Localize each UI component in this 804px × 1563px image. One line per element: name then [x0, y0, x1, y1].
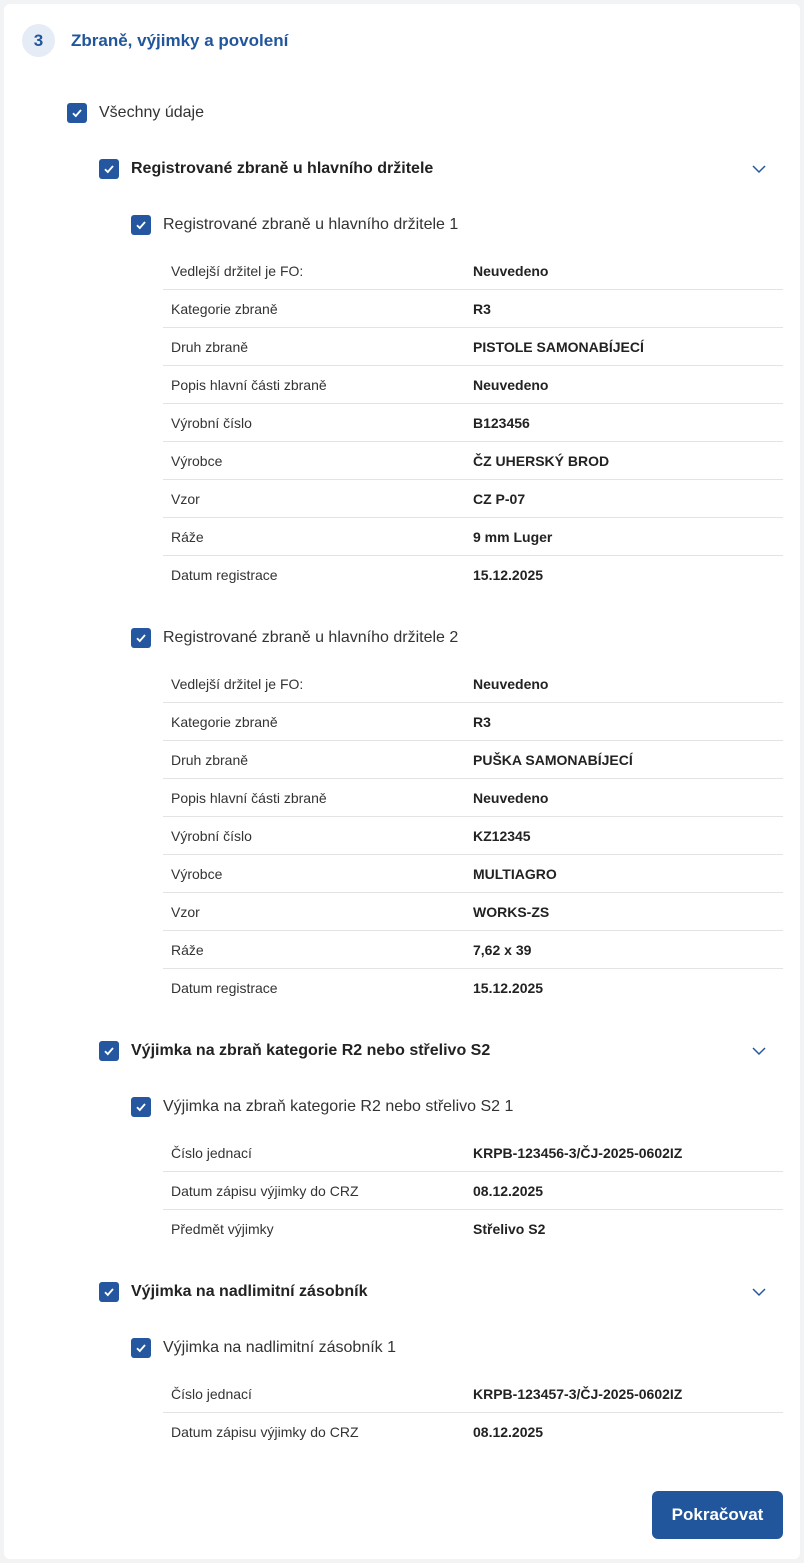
row-value: KRPB-123456-3/ČJ-2025-0602IZ [473, 1144, 683, 1161]
row-value: Neuvedeno [473, 262, 549, 279]
checkmark-icon [103, 1286, 115, 1298]
row-key: Popis hlavní části zbraně [171, 789, 327, 806]
row-key: Druh zbraně [171, 751, 249, 768]
row-key: Popis hlavní části zbraně [171, 376, 327, 393]
table-row [163, 741, 783, 779]
table-row [163, 893, 783, 931]
continue-button[interactable]: Pokračovat [652, 1491, 783, 1539]
row-key: Číslo jednací [171, 1385, 252, 1402]
row-key: Vedlejší držitel je FO: [171, 675, 304, 692]
table-row [163, 366, 783, 404]
row-value: Neuvedeno [473, 675, 549, 692]
checkmark-icon [135, 219, 147, 231]
row-value: 9 mm Luger [473, 528, 553, 545]
table-row [163, 442, 783, 480]
weapon-1-label: Registrované zbraně u hlavního držitele 1 [163, 216, 459, 233]
row-key: Kategorie zbraně [171, 713, 278, 730]
row-value: ČZ UHERSKÝ BROD [473, 452, 610, 469]
checkmark-icon [71, 107, 83, 119]
row-value: 7,62 x 39 [473, 941, 532, 958]
exemption-r2-1-checkbox[interactable] [131, 1097, 151, 1117]
exemption-magazine-1-checkbox[interactable] [131, 1338, 151, 1358]
checkmark-icon [103, 163, 115, 175]
row-value: 15.12.2025 [473, 980, 544, 996]
table-row [163, 556, 783, 594]
row-key: Datum registrace [171, 567, 278, 583]
row-value: R3 [473, 713, 491, 730]
row-key: Výrobní číslo [171, 827, 252, 844]
row-value: R3 [473, 300, 491, 317]
row-value: 08.12.2025 [473, 1182, 544, 1199]
chevron-down-icon[interactable] [751, 1043, 767, 1059]
all-data-checkbox[interactable] [67, 103, 87, 123]
table-row [163, 518, 783, 556]
row-value: Střelivo S2 [473, 1221, 546, 1237]
row-value: KZ12345 [473, 827, 531, 844]
checkmark-icon [135, 1101, 147, 1113]
row-key: Kategorie zbraně [171, 300, 278, 317]
step-number-badge: 3 [22, 24, 55, 57]
checkmark-icon [103, 1045, 115, 1057]
table-row [163, 1413, 783, 1451]
row-key: Datum zápisu výjimky do CRZ [171, 1424, 359, 1440]
table-row [163, 480, 783, 518]
row-key: Vzor [171, 903, 200, 920]
table-row [163, 931, 783, 969]
table-row [163, 855, 783, 893]
table-row [163, 665, 783, 703]
table-row [163, 252, 783, 290]
row-key: Číslo jednací [171, 1144, 252, 1161]
row-key: Datum registrace [171, 980, 278, 996]
table-row [163, 404, 783, 442]
section-title: Zbraně, výjimky a povolení [71, 31, 289, 50]
checkmark-icon [135, 1342, 147, 1354]
table-row [163, 969, 783, 1007]
row-value: KRPB-123457-3/ČJ-2025-0602IZ [473, 1385, 683, 1402]
table-row [163, 328, 783, 366]
checkmark-icon [135, 632, 147, 644]
chevron-down-icon[interactable] [751, 1284, 767, 1300]
row-key: Datum zápisu výjimky do CRZ [171, 1182, 359, 1199]
row-value: MULTIAGRO [473, 865, 557, 882]
table-row [163, 290, 783, 328]
weapons-group-label: Registrované zbraně u hlavního držitele [131, 160, 434, 177]
row-key: Vzor [171, 490, 200, 507]
row-value: WORKS-ZS [473, 903, 550, 920]
exemption-magazine-1-details [163, 1375, 783, 1451]
row-key: Předmět výjimky [171, 1221, 274, 1237]
exemption-r2-1-label: Výjimka na zbraň kategorie R2 nebo střelivo S2 1 [163, 1098, 514, 1115]
row-key: Výrobce [171, 452, 223, 469]
row-value: Neuvedeno [473, 789, 549, 806]
table-row [163, 1172, 783, 1210]
exemption-magazine-group-checkbox[interactable] [99, 1282, 119, 1302]
row-value: Neuvedeno [473, 376, 549, 393]
table-row [163, 1375, 783, 1413]
row-value: 08.12.2025 [473, 1424, 544, 1440]
row-key: Druh zbraně [171, 338, 249, 355]
weapon-1-checkbox[interactable] [131, 215, 151, 235]
table-row [163, 1210, 783, 1248]
weapons-group-checkbox[interactable] [99, 159, 119, 179]
all-data-label: Všechny údaje [99, 104, 204, 121]
row-key: Výrobce [171, 865, 223, 882]
table-row [163, 703, 783, 741]
table-row [163, 817, 783, 855]
weapon-1-details [163, 252, 783, 594]
row-value: B123456 [473, 414, 530, 431]
row-value: PISTOLE SAMONABÍJECÍ [473, 338, 644, 355]
row-key: Výrobní číslo [171, 414, 252, 431]
chevron-down-icon[interactable] [751, 161, 767, 177]
weapon-2-checkbox[interactable] [131, 628, 151, 648]
row-key: Ráže [171, 941, 204, 958]
exemption-r2-1-details [163, 1134, 783, 1248]
weapon-2-details [163, 665, 783, 1007]
row-key: Ráže [171, 528, 204, 545]
exemption-magazine-1-label: Výjimka na nadlimitní zásobník 1 [163, 1339, 396, 1356]
table-row [163, 779, 783, 817]
row-value: 15.12.2025 [473, 567, 544, 583]
exemption-r2-group-label: Výjimka na zbraň kategorie R2 nebo střelivo S2 [131, 1042, 491, 1059]
table-row [163, 1134, 783, 1172]
row-key: Vedlejší držitel je FO: [171, 262, 304, 279]
weapon-2-label: Registrované zbraně u hlavního držitele 2 [163, 629, 459, 646]
row-value: PUŠKA SAMONABÍJECÍ [473, 751, 633, 768]
row-value: CZ P-07 [473, 490, 526, 507]
exemption-r2-group-checkbox[interactable] [99, 1041, 119, 1061]
exemption-magazine-group-label: Výjimka na nadlimitní zásobník [131, 1283, 368, 1300]
